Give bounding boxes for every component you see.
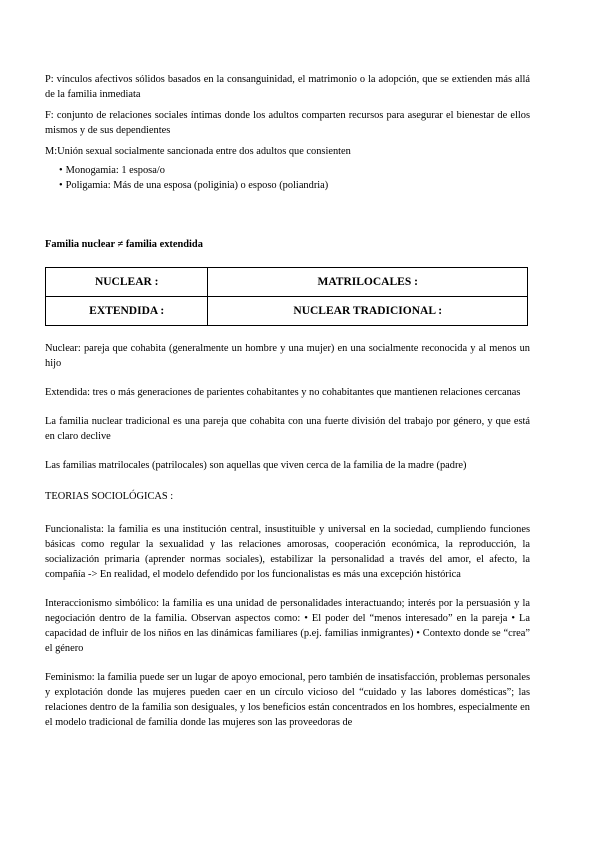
interactionism-paragraph: Interaccionismo simbólico: la familia es una unidad de personalidades interactuando; interés por la persuasión y la negociación dentro de la familia. Observan aspectos como: • El poder del “menos interesado” en la pareja • La capacidad de influir de los niños en las dinámicas familiares (p.ej. familias inmigrantes) • Contexto donde se “crea” el género xyxy=(45,598,530,654)
matrilocal-paragraph: Las familias matrilocales (patrilocales) son aquellas que viven cerca de la familia de la madre (padre) xyxy=(45,460,467,471)
definition-p: P: vínculos afectivos sólidos basados en la consanguinidad, el matrimonio o la adopción, que se extienden más allá de la familia inmediata xyxy=(45,74,530,100)
family-types-table xyxy=(45,267,528,326)
table-cell: NUCLEAR TRADICIONAL : xyxy=(208,297,528,326)
table-cell: EXTENDIDA : xyxy=(46,297,208,326)
list-item: • Poligamia: Más de una esposa (poliginia) o esposo (poliandria) xyxy=(59,178,530,193)
table-row xyxy=(46,268,528,297)
section-heading: Familia nuclear ≠ familia extendida xyxy=(45,239,203,250)
table-cell: MATRILOCALES : xyxy=(208,268,528,297)
list-item: • Monogamia: 1 esposa/o xyxy=(59,163,530,178)
table-cell: NUCLEAR : xyxy=(46,268,208,297)
traditional-paragraph: La familia nuclear tradicional es una pareja que cohabita con una fuerte división del trabajo por género, y que está en claro declive xyxy=(45,416,530,442)
functionalist-paragraph: Funcionalista: la familia es una institución central, insustituible y universal en la sociedad, cumpliendo funciones básicas como regular la sexualidad y las relaciones amorosas, cooperación económica, la reproducción, la socialización primaria (aprender normas sociales), estabilizar la personalidad a través del amor, el afecto, la compañía -> En realidad, el modelo defendido por los funcionalistas es más una excepción histórica xyxy=(45,524,530,580)
nuclear-paragraph: Nuclear: pareja que cohabita (generalmente un hombre y una mujer) en una socialmente reconocida y al menos un hijo xyxy=(45,343,530,369)
definition-f: F: conjunto de relaciones sociales íntimas donde los adultos comparten recursos para asegurar el bienestar de ellos mismos y de sus dependientes xyxy=(45,110,530,136)
document-page xyxy=(45,72,530,744)
theories-title: TEORIAS SOCIOLÓGICAS : xyxy=(45,491,174,502)
marriage-types-list xyxy=(45,163,530,193)
extended-paragraph: Extendida: tres o más generaciones de parientes cohabitantes y no cohabitantes que mantienen relaciones cercanas xyxy=(45,387,521,398)
feminism-paragraph: Feminismo: la familia puede ser un lugar de apoyo emocional, pero también de insatisfacción, problemas personales y explotación donde las mujeres pueden caer en un círculo vicioso del “cuidado y las labores domésticas”; las relaciones dentro de la familia son desiguales, y los beneficios están concentrados en los hombres, especialmente en el modelo tradicional de familia donde las mujeres son las proveedoras de xyxy=(45,672,530,728)
definition-m: M:Unión sexual socialmente sancionada entre dos adultos que consienten xyxy=(45,146,351,157)
table-row xyxy=(46,297,528,326)
